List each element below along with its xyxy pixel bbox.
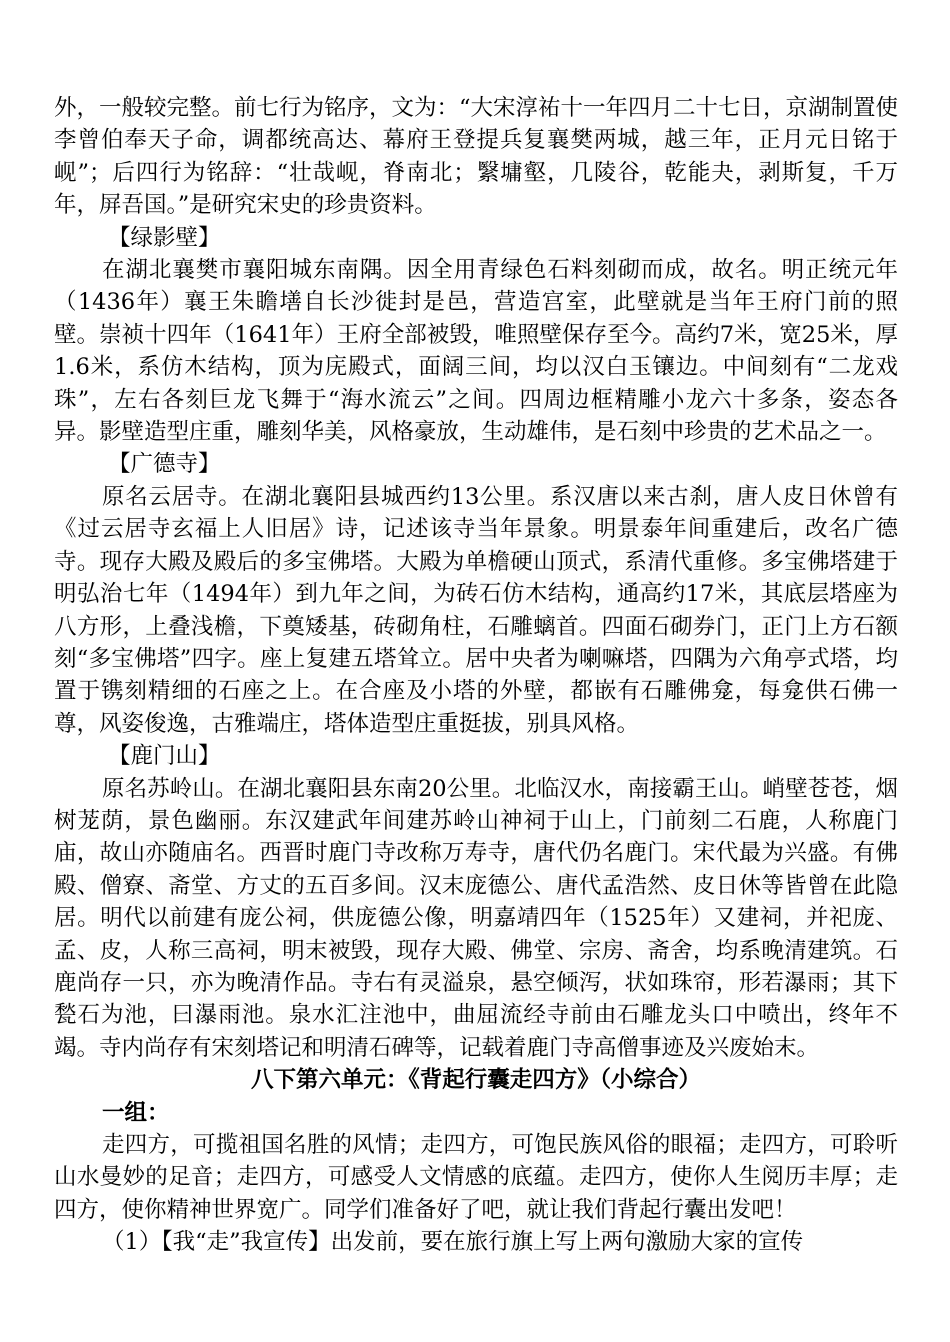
section-heading-green-screen-wall: 【绿影壁】 <box>108 224 221 251</box>
section-heading-guangde-temple: 【广德寺】 <box>108 451 221 478</box>
section-heading-lumen-mountain: 【鹿门山】 <box>108 743 221 770</box>
paragraph-green-screen-wall: 在湖北襄樊市襄阳城东南隅。因全用青绿色石料刻砌而成，故名。明正统元年（1436年）襄王朱瞻墡自长沙徙封是邑，营造宫室，此壁就是当年王府门前的照壁。崇祯十四年（1641年）王府全部被毁，唯照壁保存至今。高约7米，宽25米，厚1.6米，系仿木结构，顶为庑殿式，面阔三间，均以汉白玉镶边。中间刻有“二龙戏珠”，左右各刻巨龙飞舞于“海水流云”之间。四周边框精雕小龙六十多条，姿态各异。影壁造型庄重，雕刻华美，风格豪放，生动雄伟，是石刻中珍贵的艺术品之一。 <box>54 257 898 446</box>
paragraph-guangde-temple: 原名云居寺。在湖北襄阳县城西约13公里。系汉唐以来古刹，唐人皮日休曾有《过云居寺玄福上人旧居》诗，记述该寺当年景象。明景泰年间重建后，改名广德寺。现存大殿及殿后的多宝佛塔。大殿为单檐硬山顶式，系清代重修。多宝佛塔建于明弘治七年（1494年）到九年之间，为砖石仿木结构，通高约17米，其底层塔座为八方形，上叠浅檐，下奠矮基，砖砌角柱，石雕螭首。四面石砌券门，正门上方石额刻“多宝佛塔”四字。座上复建五塔耸立。居中央者为喇嘛塔，四隅为六角亭式塔，均置于镌刻精细的石座之上。在合座及小塔的外壁，都嵌有石雕佛龛，每龛供石佛一尊，风姿俊逸，古雅端庄，塔体造型庄重挺拔，别具风格。 <box>54 483 898 737</box>
paragraph-intro: 走四方，可揽祖国名胜的风情；走四方，可饱民族风俗的眼福；走四方，可聆听山水曼妙的足音；走四方，可感受人文情感的底蕴。走四方，使你人生阅历丰厚；走四方，使你精神世界宽广。同学们准备好了吧，就让我们背起行囊出发吧！ <box>54 1132 898 1223</box>
question-1: （1）【我“走”我宣传】出发前，要在旅行旗上写上两句激励大家的宣传 <box>102 1229 804 1256</box>
unit-title: 八下第六单元：《背起行囊走四方》（小综合） <box>250 1067 701 1094</box>
group-label: 一组： <box>102 1099 170 1126</box>
paragraph-inscription: 外，一般较完整。前七行为铭序，文为：“大宋淳祐十一年四月二十七日，京湖制置使李曾伯奉天子命，调都统高达、幕府王登提兵复襄樊两城，越三年，正月元日铭于岘”；后四行为铭辞：“壮哉岘，脊南北；繄墉壑，几陵谷，乾能夬，剥斯复，千万年，屏吾国。”是研究宋史的珍贵资料。 <box>54 95 899 219</box>
document-page <box>54 92 898 1259</box>
paragraph-lumen-mountain: 原名苏岭山。在湖北襄阳县东南20公里。北临汉水，南接霸王山。峭壁苍苍，烟树茏荫，景色幽丽。东汉建武年间建苏岭山神祠于山上，门前刻二石鹿，人称鹿门庙，故山亦随庙名。西晋时鹿门寺改称万寿寺，唐代仍名鹿门。宋代最为兴盛。有佛殿、僧寮、斋堂、方丈的五百多间。汉末庞德公、唐代孟浩然、皮日休等皆曾在此隐居。明代以前建有庞公祠，供庞德公像，明嘉靖四年（1525年）又建祠，并祀庞、孟、皮，人称三高祠，明末被毁，现存大殿、佛堂、宗房、斋舍，均系晚清建筑。石鹿尚存一只，亦为晚清作品。寺右有灵溢泉，悬空倾泻，状如珠帘，形若瀑雨；其下甃石为池，曰瀑雨池。泉水汇注池中，曲屈流经寺前由石雕龙头口中喷出，终年不竭。寺内尚存有宋刻塔记和明清石碑等，记载着鹿门寺高僧事迹及兴废始末。 <box>54 775 898 1061</box>
